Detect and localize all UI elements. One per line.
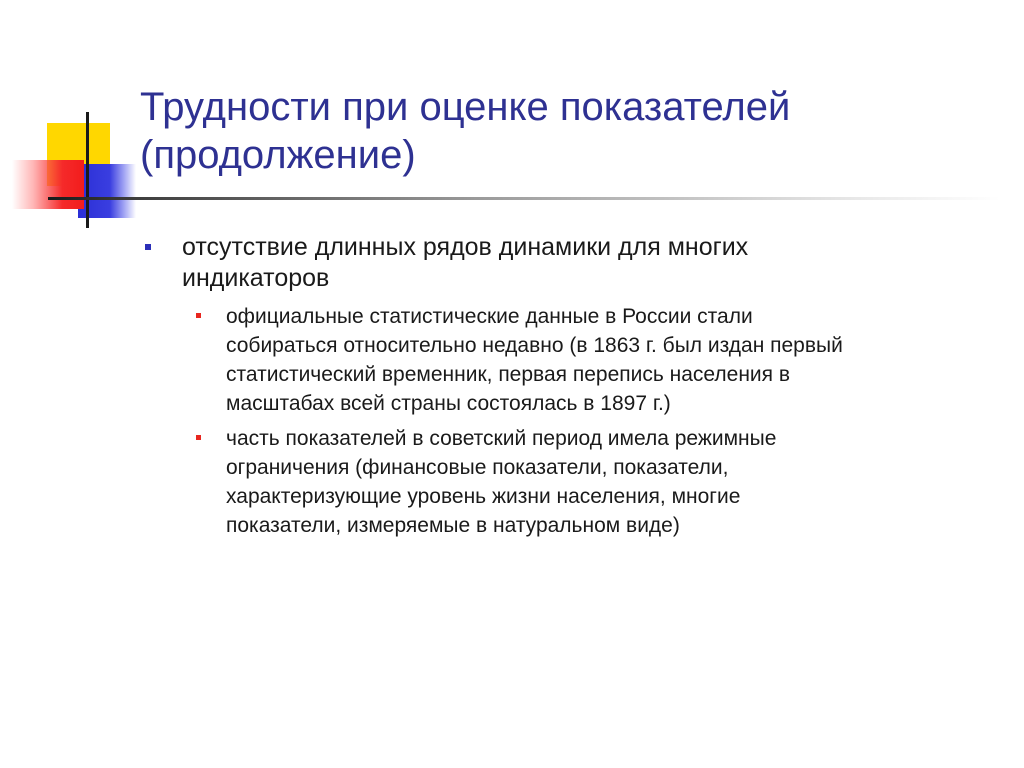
slide-title-line-2: (продолжение)	[140, 133, 416, 177]
bullet-text-line: индикаторов	[182, 264, 330, 292]
slide-content	[144, 232, 1004, 546]
sub-bullet-text-line: часть показателей в советский период имела режимные	[226, 427, 777, 450]
square-bullet-icon	[145, 244, 151, 250]
slide-title-line-1: Трудности при оценке показателей	[140, 85, 791, 129]
sub-bullet-item	[188, 302, 1004, 418]
square-bullet-icon	[196, 313, 201, 318]
title-underline-rule	[48, 197, 1000, 200]
sub-bullet-item	[188, 424, 1004, 540]
decorative-vertical-line	[86, 112, 89, 228]
sub-bullet-text-line: показатели, измеряемые в натуральном виде)	[226, 514, 680, 537]
bullet-text-line: отсутствие длинных рядов динамики для многих	[182, 233, 749, 261]
sub-bullet-text-line: ограничения (финансовые показатели, показатели,	[226, 456, 729, 479]
sub-bullet-text-line: собираться относительно недавно (в 1863 г. был издан первый	[226, 334, 843, 357]
decorative-red-square	[12, 160, 84, 209]
sub-bullet-text-line: официальные статистические данные в России стали	[226, 305, 753, 328]
sub-bullet-text-line: характеризующие уровень жизни населения, многие	[226, 485, 741, 508]
slide-title	[140, 83, 1000, 179]
square-bullet-icon	[196, 435, 201, 440]
sub-bullet-text-line: масштабах всей страны состоялась в 1897 г.)	[226, 392, 671, 415]
sub-bullet-list	[188, 302, 1004, 540]
sub-bullet-text-line: статистический временник, первая перепись населения в	[226, 363, 791, 386]
bullet-item	[144, 232, 1004, 294]
